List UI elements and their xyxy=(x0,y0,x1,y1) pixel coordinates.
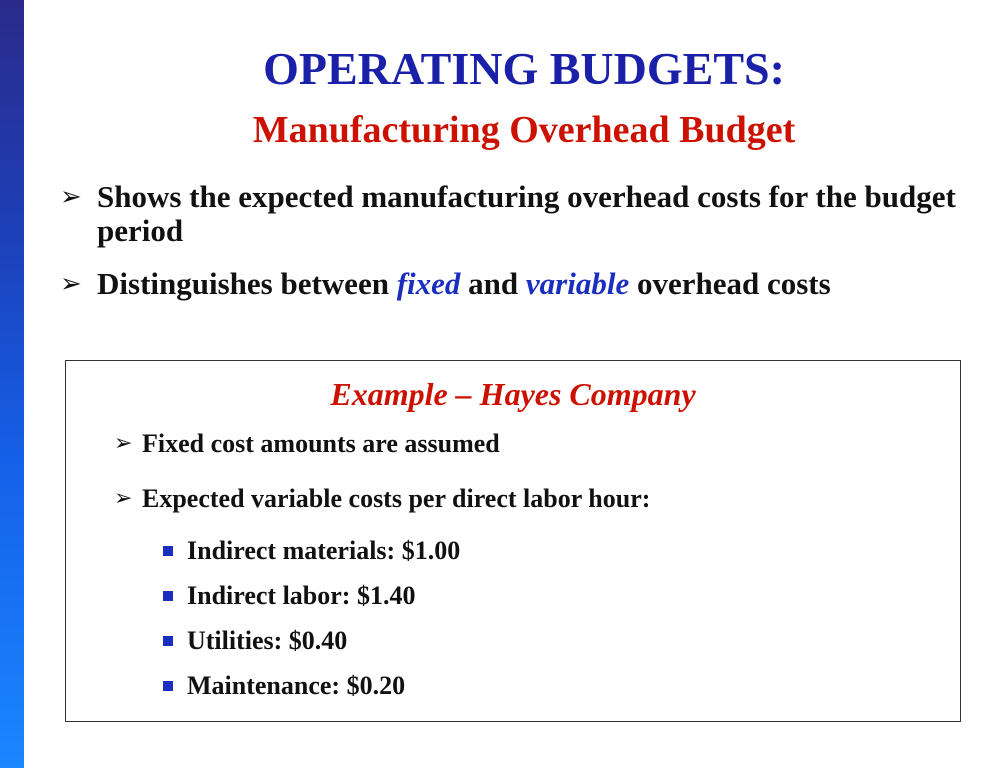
square-bullet-icon xyxy=(163,636,173,646)
keyword-fixed: fixed xyxy=(396,266,461,301)
cost-item xyxy=(163,626,347,656)
slide-title: OPERATING BUDGETS: xyxy=(263,43,785,94)
example-item xyxy=(114,484,650,514)
example-item-text: Fixed cost amounts are assumed xyxy=(142,429,500,458)
cost-item-text: Maintenance: $0.20 xyxy=(187,671,406,700)
arrow-bullet-icon: ➢ xyxy=(114,486,133,511)
example-box xyxy=(65,360,961,722)
example-item xyxy=(114,429,500,459)
main-bullet-list xyxy=(60,180,970,320)
bullet-item xyxy=(60,267,970,301)
square-bullet-icon xyxy=(163,546,173,556)
arrow-bullet-icon: ➢ xyxy=(114,431,133,456)
cost-item xyxy=(163,581,415,611)
slide-subtitle: Manufacturing Overhead Budget xyxy=(252,109,796,151)
square-bullet-icon xyxy=(163,681,173,691)
bullet-text-pre: Distinguishes between xyxy=(97,266,397,301)
bullet-item xyxy=(60,180,970,248)
bullet-text: Shows the expected manufacturing overhead costs for the budget period xyxy=(97,179,956,248)
cost-item-text: Utilities: $0.40 xyxy=(187,626,348,655)
cost-item-text: Indirect labor: $1.40 xyxy=(187,581,416,610)
cost-item xyxy=(163,671,405,701)
example-item-text: Expected variable costs per direct labor hour: xyxy=(142,484,651,513)
cost-item xyxy=(163,536,460,566)
arrow-bullet-icon: ➢ xyxy=(60,182,82,212)
keyword-variable: variable xyxy=(525,266,630,301)
square-bullet-icon xyxy=(163,591,173,601)
cost-item-text: Indirect materials: $1.00 xyxy=(187,536,461,565)
bullet-text-mid: and xyxy=(460,266,526,301)
bullet-text-post: overhead costs xyxy=(629,266,831,301)
left-accent-bar xyxy=(0,0,24,768)
arrow-bullet-icon: ➢ xyxy=(60,269,82,299)
example-title: Example – Hayes Company xyxy=(330,376,696,412)
